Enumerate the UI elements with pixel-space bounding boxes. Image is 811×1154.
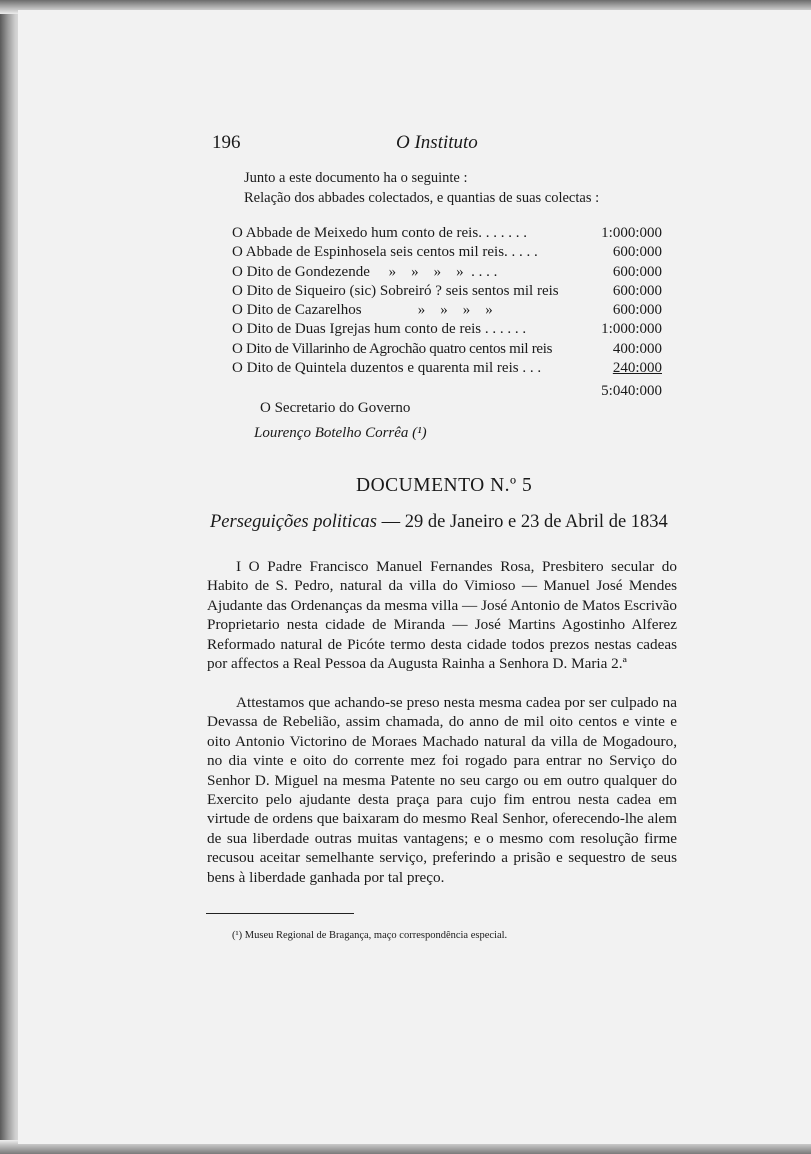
footnote: (¹) Museu Regional de Bragança, maço correspondência especial. xyxy=(232,930,508,941)
ledger-amount: 240:000 xyxy=(612,360,662,377)
page-header xyxy=(212,132,612,156)
intro-line: Relação dos abbades colectados, e quantias de suas colectas : xyxy=(244,190,600,206)
paragraph: Attestamos que achando-se preso nesta mesma cadea por ser culpado na Devassa de Rebelião, assim chamada, do anno de mil oito centos e vinte e oito Antonio Victorino de Moraes Machado natural da villa de Mogadouro, no dia vinte e oito do corrente mez foi rogado para entrar no Serviço do Senhor D. Miguel na mesma Patente no seu cargo ou em outro qualquer do Exercito pelo ajudante desta praça para cujo fim entrou nesta cadea em virtude de ordens que baixaram do mesmo Real Senhor, oferecendo-lhe alem de sua liberdade outras muitas vantagens; e o mesmo com resolução firme recusou aceitar semelhante serviço, preferindo a prisão e sequestro de seus bens à liberdade ganhada por tal preço. xyxy=(207,694,677,886)
ledger-amount: 600:000 xyxy=(612,302,662,319)
ledger-entry: O Dito de Gondezende » » » » . . . . xyxy=(232,263,498,280)
ledger-amount: 600:000 xyxy=(612,263,662,280)
ledger-row xyxy=(232,225,662,244)
ledger-amount: 600:000 xyxy=(612,282,662,299)
signer-role: O Secretario do Governo xyxy=(260,400,411,416)
ledger-row xyxy=(232,302,662,321)
signer-name: Lourenço Botelho Corrêa (¹) xyxy=(254,425,427,441)
ledger-entry: O Dito de Quintela duzentos e quarenta mil reis . . . xyxy=(232,360,542,377)
footnote-rule xyxy=(206,913,354,914)
ledger-amount: 1:000:000 xyxy=(601,321,662,338)
ledger-amount: 1:000:000 xyxy=(601,225,662,241)
running-title: O Instituto xyxy=(396,132,478,153)
document-subtitle xyxy=(210,512,668,533)
ledger-entry: O Dito de Duas Igrejas hum conto de reis . . . . . . xyxy=(232,321,527,338)
ledger-row xyxy=(232,283,662,302)
ledger-row xyxy=(232,244,662,263)
ledger-row xyxy=(232,321,662,340)
ledger-row xyxy=(232,264,662,283)
ledger-entry: O Abbade de Meixedo hum conto de reis. . . . . . . xyxy=(232,225,527,241)
intro-line: Junto a este documento ha o seguinte : xyxy=(244,170,468,186)
ledger-entry: O Dito de Cazarelhos » » » » xyxy=(232,302,493,319)
page-number: 196 xyxy=(212,132,241,153)
ledger-amount: 600:000 xyxy=(612,244,662,261)
subtitle-italic: Perseguições politicas xyxy=(210,512,377,532)
ledger-row xyxy=(232,360,662,379)
ledger-entry: O Dito de Siqueiro (sic) Sobreiró ? seis sentos mil reis xyxy=(232,282,559,299)
document-heading: DOCUMENTO N.º 5 xyxy=(356,475,533,496)
subtitle-dates: — 29 de Janeiro e 23 de Abril de 1834 xyxy=(376,512,668,532)
ledger-entry: O Dito de Villarinho de Agrochão quatro centos mil reis xyxy=(232,340,553,357)
collection-ledger xyxy=(232,225,662,399)
ledger-entry: O Abbade de Espinhosela seis centos mil reis. . . . . xyxy=(232,244,538,261)
paragraph: I O Padre Francisco Manuel Fernandes Rosa, Presbitero secular do Habito de S. Pedro, natural da villa do Vimioso — Manuel José Mendes Ajudante das Ordenanças da mesma villa — José Antonio de Matos Escrivão Proprietario nesta cidade de Miranda — José Martins Agostinho Alferez Reformado natural de Picóte termo desta cidade todos prezos nestas cadeas por affectos a Real Pessoa da Augusta Rainha a Senhora D. Maria 2.ª xyxy=(207,558,677,673)
ledger-amount: 400:000 xyxy=(612,340,662,357)
ledger-row xyxy=(232,341,662,360)
ledger-total: 5:040:000 xyxy=(601,383,662,399)
